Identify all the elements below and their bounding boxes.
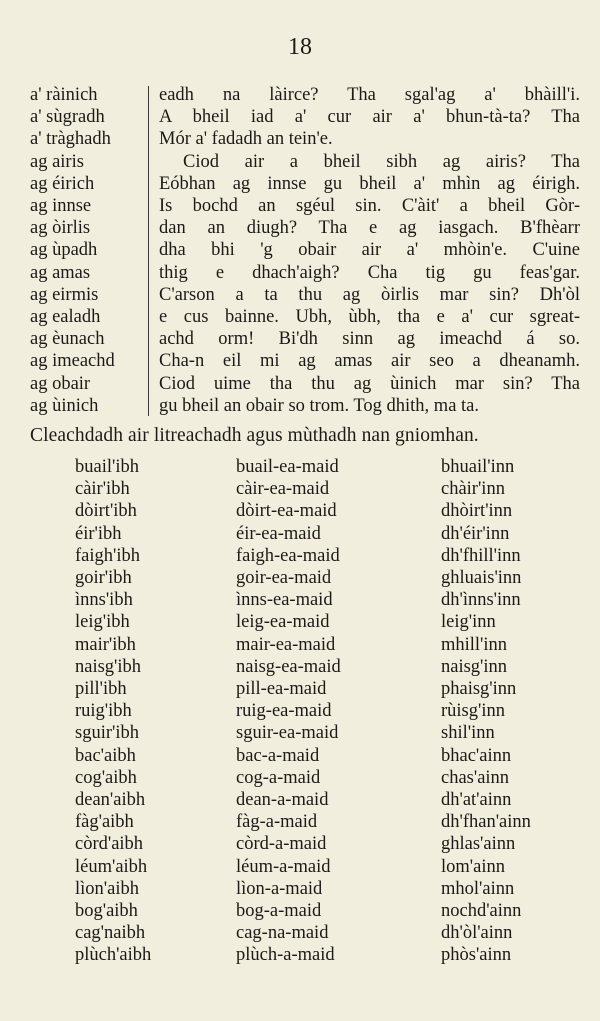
table-cell: ruig'ibh (75, 701, 132, 722)
table-cell: dh'òl'ainn (441, 923, 513, 944)
vocabulary-word: ag eirmis (30, 284, 99, 305)
exercise-heading: Cleachdadh air litreachadh agus mùthadh nan gniomhan. (30, 425, 479, 446)
table-cell: dh'fhill'inn (441, 545, 521, 566)
vocabulary-word: ag airis (30, 151, 84, 172)
table-cell: bac-a-maid (236, 745, 320, 766)
table-cell: phòs'ainn (441, 945, 512, 966)
table-cell: bac'aibh (75, 745, 136, 766)
table-cell: phaisg'inn (441, 679, 517, 700)
table-cell: fàg-a-maid (236, 812, 318, 833)
vocabulary-word: ag òirlis (30, 218, 91, 239)
table-cell: còrd-a-maid (236, 834, 327, 855)
table-cell: lìon'aibh (75, 878, 139, 899)
table-cell: dh'fhan'ainn (441, 812, 531, 833)
table-cell: leig'inn (441, 612, 496, 633)
table-cell: chas'ainn (441, 767, 510, 788)
table-cell: buail'ibh (75, 457, 139, 477)
conditional-first-column (441, 456, 531, 967)
passage-line: A bheil iad a' cur air a' bhun-tà-ta? Tha (159, 107, 580, 128)
table-cell: faigh'ibh (75, 545, 140, 566)
table-cell: cag'naibh (75, 923, 146, 944)
vocabulary-word: ag obair (30, 373, 91, 394)
table-cell: lìon-a-maid (236, 878, 323, 899)
table-cell: cog'aibh (75, 767, 137, 788)
table-cell: shil'inn (441, 723, 495, 744)
passage-line: Cha-n eil mi ag amas air seo a dheanamh. (159, 351, 580, 372)
vocabulary-word: ag ùpadh (30, 240, 98, 261)
table-cell: nochd'ainn (441, 901, 522, 922)
passage-line: Mór a' fadadh an tein'e. (159, 129, 333, 150)
table-cell: faigh-ea-maid (236, 545, 340, 566)
vocabulary-word: a' ràinich (30, 85, 98, 105)
table-cell: pill'ibh (75, 679, 127, 700)
passage-line: dha bhi 'g obair air a' mhòin'e. C'uine (159, 240, 580, 261)
vocabulary-word: ag imeachd (30, 351, 115, 372)
table-cell: ghlas'ainn (441, 834, 516, 855)
passage-line: dan an diugh? Tha e ag iasgach. B'fhèarr (159, 218, 580, 239)
passage-line: e cus bainne. Ubh, ùbh, tha e a' cur sgreat- (159, 307, 580, 328)
table-cell: bog-a-maid (236, 901, 322, 922)
imperative-plural-column (75, 456, 151, 967)
table-cell: dh'éir'inn (441, 523, 510, 544)
vocabulary-word: a' sùgradh (30, 107, 105, 128)
table-cell: ruig-ea-maid (236, 701, 332, 722)
table-cell: plùch-a-maid (236, 945, 335, 966)
table-cell: dh'at'ainn (441, 790, 512, 811)
table-cell: sguir-ea-maid (236, 723, 339, 744)
table-cell: dòirt'ibh (75, 501, 137, 522)
table-cell: goir'ibh (75, 568, 132, 589)
table-cell: càir-ea-maid (236, 479, 330, 500)
vocabulary-word: ag amas (30, 262, 91, 283)
passage-line: achd orm! Bi'dh sinn ag imeachd á so. (159, 329, 580, 350)
table-cell: plùch'aibh (75, 945, 152, 966)
table-cell: dh'ìnns'inn (441, 590, 521, 611)
page-number: 18 (288, 34, 312, 60)
passage-line: Is bochd an sgéul sin. C'àit' a bheil Gòr- (159, 196, 580, 217)
vocabulary-word: ag èunach (30, 329, 105, 350)
vocabulary-word: a' tràghadh (30, 129, 111, 150)
table-cell: cag-na-maid (236, 923, 329, 944)
table-cell: còrd'aibh (75, 834, 144, 855)
table-cell: fàg'aibh (75, 812, 134, 833)
column-divider (148, 86, 149, 416)
table-cell: bog'aibh (75, 901, 138, 922)
table-cell: chàir'inn (441, 479, 505, 500)
passage-line: Eóbhan ag innse gu bheil a' mhìn ag éirigh. (159, 173, 580, 194)
vocabulary-list (30, 84, 148, 417)
table-cell: lom'ainn (441, 856, 505, 877)
table-cell: ìnns-ea-maid (236, 590, 333, 611)
reading-section (30, 84, 580, 416)
table-cell: ìnns'ibh (75, 590, 133, 611)
passage-line: Ciod uime tha thu ag ùinich mar sin? Tha (159, 373, 580, 394)
table-cell: éir'ibh (75, 523, 122, 544)
table-cell: dòirt-ea-maid (236, 501, 337, 522)
passage-line: C'arson a ta thu ag òirlis mar sin? Dh'òl (159, 284, 580, 305)
table-cell: mhol'ainn (441, 878, 515, 899)
vocabulary-word: ag éirich (30, 173, 95, 194)
table-cell: pill-ea-maid (236, 679, 327, 700)
table-cell: éir-ea-maid (236, 523, 321, 544)
table-cell: bhac'ainn (441, 745, 512, 766)
table-cell: naisg'inn (441, 656, 508, 677)
first-plural-column (236, 456, 341, 967)
table-cell: leig'ibh (75, 612, 130, 633)
vocabulary-word: ag ealadh (30, 307, 101, 328)
table-cell: naisg'ibh (75, 656, 142, 677)
table-cell: rùisg'inn (441, 701, 505, 722)
table-cell: goir-ea-maid (236, 568, 332, 589)
passage-line: gu bheil an obair so trom. Tog dhith, ma ta. (159, 395, 480, 416)
table-cell: buail-ea-maid (236, 457, 339, 477)
table-cell: sguir'ibh (75, 723, 139, 744)
reading-passage (159, 84, 580, 417)
table-cell: ghluais'inn (441, 568, 522, 589)
table-cell: dean'aibh (75, 790, 146, 811)
table-cell: mair'ibh (75, 634, 136, 655)
table-cell: dhòirt'inn (441, 501, 513, 522)
table-cell: mair-ea-maid (236, 634, 336, 655)
vocabulary-word: ag ùinich (30, 395, 99, 416)
table-cell: bhuail'inn (441, 457, 515, 477)
table-cell: léum-a-maid (236, 856, 331, 877)
passage-line: eadh na làirce? Tha sgal'ag a' bhàill'i. (159, 85, 580, 105)
passage-line: thig e dhach'aigh? Cha tig gu feas'gar. (159, 262, 580, 283)
table-cell: léum'aibh (75, 856, 148, 877)
vocabulary-word: ag innse (30, 196, 92, 217)
table-cell: leig-ea-maid (236, 612, 330, 633)
table-cell: càir'ibh (75, 479, 130, 500)
table-cell: naisg-ea-maid (236, 656, 341, 677)
passage-line: Ciod air a bheil sibh ag airis? Tha (183, 151, 580, 172)
table-cell: dean-a-maid (236, 790, 329, 811)
table-cell: cog-a-maid (236, 767, 321, 788)
table-cell: mhill'inn (441, 634, 508, 655)
